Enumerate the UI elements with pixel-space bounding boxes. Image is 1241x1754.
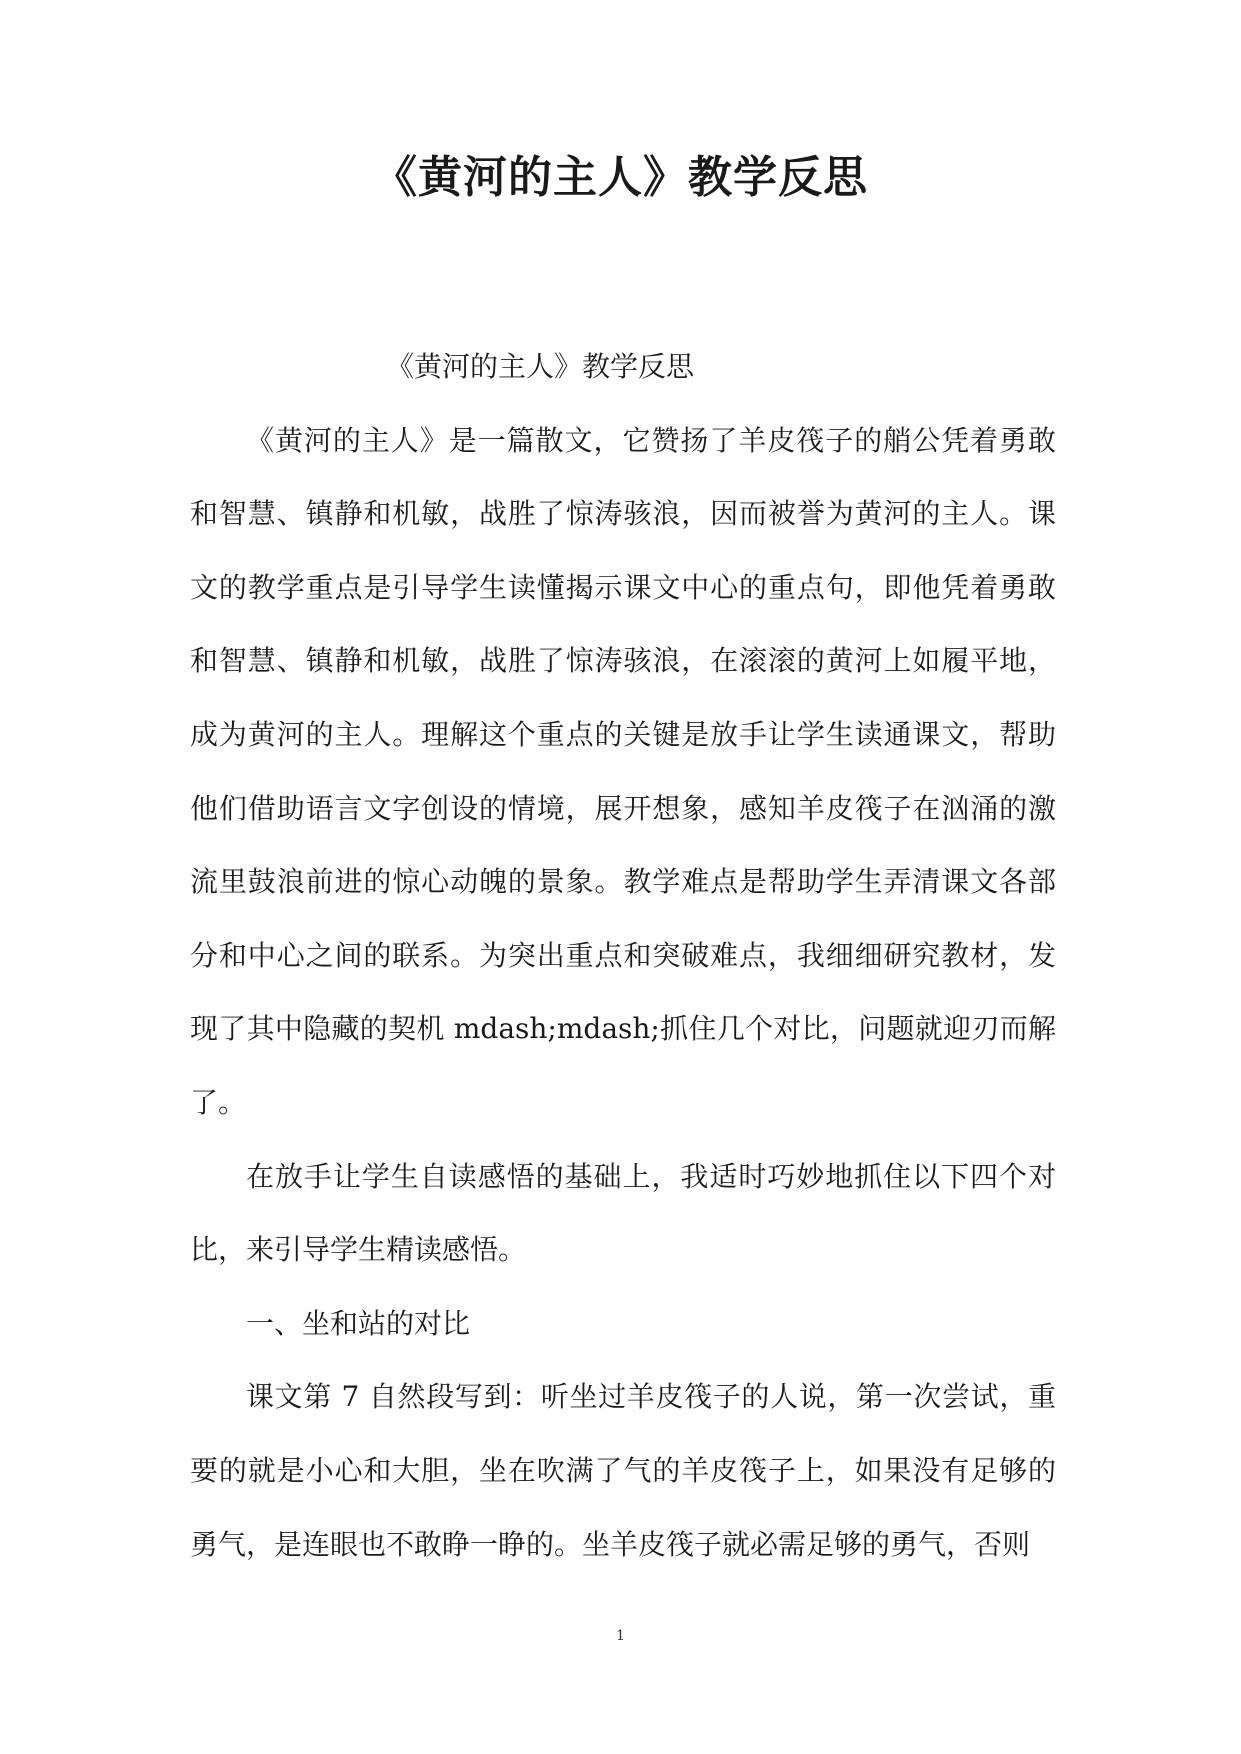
- paragraph-method: 在放手让学生自读感悟的基础上，我适时巧妙地抓住以下四个对比，来引导学生精读感悟。: [190, 1159, 1056, 1267]
- paragraph-intro: 《黄河的主人》是一篇散文，它赞扬了羊皮筏子的艄公凭着勇敢和智慧、镇静和机敏，战胜了惊涛骇浪，因而被誉为黄河的主人。课文的教学重点是引导学生读懂揭示课文中心的重点句，即他凭着勇敢和智慧、镇静和机敏，战胜了惊涛骇浪，在滚滚的黄河上如履平地，成为黄河的主人。理解这个重点的关键是放手让学生读通课文，帮助他们借助语言文字创设的情境，展开想象，感知羊皮筏子在汹涌的激流里鼓浪前进的惊心动魄的景象。教学难点是帮助学生弄清课文各部分和中心之间的联系。为突出重点和突破难点，我细细研究教材，发现了其中隐藏的契机 mdash;mdash;抓住几个对比，问题就迎刃而解了。: [190, 423, 1056, 1119]
- document-title: 《黄河的主人》教学反思: [373, 152, 868, 203]
- paragraph-section-one: 课文第 7 自然段写到：听坐过羊皮筏子的人说，第一次尝试，重要的就是小心和大胆，坐在吹满了气的羊皮筏子上，如果没有足够的勇气，是连眼也不敢睁一睁的。坐羊皮筏子就必需足够的勇气，否则: [190, 1380, 1056, 1561]
- section-heading: 一、坐和站的对比: [246, 1306, 471, 1340]
- document-subtitle: 《黄河的主人》教学反思: [386, 350, 695, 383]
- page-number: 1: [616, 1628, 625, 1644]
- document-body: [190, 330, 1056, 1581]
